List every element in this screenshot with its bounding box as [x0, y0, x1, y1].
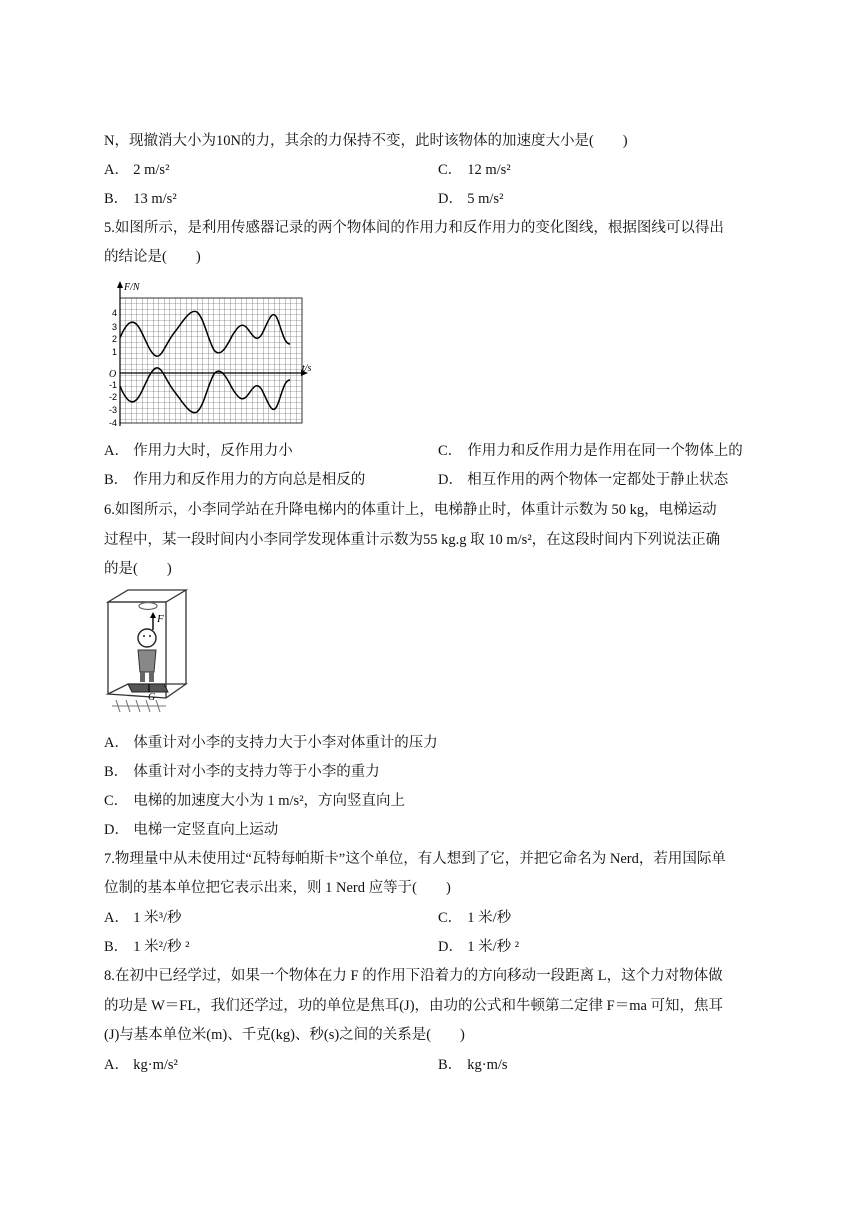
option-text: 5 m/s²: [467, 191, 504, 207]
option-letter: D．: [438, 472, 463, 488]
y-tick: -2: [108, 392, 117, 402]
elevator-figure: [104, 588, 190, 722]
option-text: 1 米³/秒: [133, 910, 182, 926]
option-letter: A．: [104, 910, 129, 926]
y-tick: 3: [111, 322, 117, 332]
q6-option-a[interactable]: [104, 733, 438, 753]
q7-text-line1: 7.物理量中从未使用过“瓦特每帕斯卡”这个单位，有人想到了它，并把它命名为 Nerd，若用国际单: [104, 851, 726, 867]
option-text: 1 米/秒: [467, 910, 512, 926]
q5-option-d[interactable]: [438, 470, 728, 490]
q4-option-d[interactable]: [438, 189, 503, 209]
y-tick: 2: [111, 334, 117, 344]
option-letter: D．: [104, 822, 129, 838]
option-letter: A．: [104, 1057, 129, 1073]
q6-text-line3: 的是( ): [104, 561, 172, 577]
q6-option-d[interactable]: [104, 820, 278, 840]
q5-option-c[interactable]: [438, 441, 743, 461]
option-text: 相互作用的两个物体一定都处于静止状态: [467, 472, 729, 488]
elevator-top: [108, 590, 186, 602]
x-axis-label: t/s: [302, 363, 312, 374]
y-tick: -3: [108, 405, 117, 415]
force-label: F: [157, 613, 164, 625]
option-letter: B．: [104, 939, 129, 955]
option-text: 电梯一定竖直向上运动: [133, 822, 279, 838]
option-text: 体重计对小李的支持力大于小李对体重计的压力: [133, 735, 438, 751]
option-text: 作用力和反作用力的方向总是相反的: [133, 472, 366, 488]
q8-text-line2: 的功是 W＝FL，我们还学过，功的单位是焦耳(J)，由功的公式和牛顿第二定律 F＝ma 可知，焦耳: [104, 998, 724, 1014]
option-letter: C．: [438, 162, 463, 178]
option-text: 1 米²/秒 ²: [133, 939, 190, 955]
f-axis-arrow-icon: [117, 281, 123, 288]
q7-option-d[interactable]: [438, 937, 519, 957]
option-text: 作用力大时，反作用力小: [133, 443, 293, 459]
q6-option-b[interactable]: [104, 762, 380, 782]
q6-text-line1: 6.如图所示，小李同学站在升降电梯内的体重计上，电梯静止时，体重计示数为 50 kg，电梯运动: [104, 502, 717, 518]
option-letter: D．: [438, 191, 463, 207]
q5-text-line2: 的结论是( ): [104, 249, 201, 265]
option-text: kg·m/s²: [133, 1057, 178, 1073]
option-letter: D．: [438, 939, 463, 955]
option-text: 12 m/s²: [467, 162, 511, 178]
q5-option-b[interactable]: [104, 470, 365, 490]
option-letter: A．: [104, 735, 129, 751]
graph-grid: [120, 298, 302, 423]
up-arrow-icon: [150, 612, 156, 618]
option-letter: C．: [438, 443, 463, 459]
y-tick: 4: [111, 308, 117, 318]
q8-text-line3: (J)与基本单位米(m)、千克(kg)、秒(s)之间的关系是( ): [104, 1027, 465, 1043]
option-letter: B．: [438, 1057, 463, 1073]
option-text: 13 m/s²: [133, 191, 177, 207]
option-text: 作用力和反作用力是作用在同一个物体上的: [467, 443, 743, 459]
y-tick: 1: [111, 347, 117, 357]
q8-text-line1: 8.在初中已经学过，如果一个物体在力 F 的作用下沿着力的方向移动一段距离 L，这个力对物体做: [104, 968, 723, 984]
origin-label: O: [109, 369, 117, 380]
q4-text: N，现撤消大小为10N的力，其余的力保持不变，此时该物体的加速度大小是( ): [104, 133, 628, 149]
option-text: 电梯的加速度大小为 1 m/s²，方向竖直向上: [133, 793, 406, 809]
q6-text-line2: 过程中，某一段时间内小李同学发现体重计示数为55 kg.g 取 10 m/s²，在这段时间内下列说法正确: [104, 532, 721, 548]
option-letter: B．: [104, 472, 129, 488]
option-text: 体重计对小李的支持力等于小李的重力: [133, 764, 380, 780]
q7-option-b[interactable]: [104, 937, 189, 957]
person-head: [138, 629, 156, 647]
ceiling-light-icon: [139, 603, 157, 610]
q5-text-line1: 5.如图所示，是利用传感器记录的两个物体间的作用力和反作用力的变化图线，根据图线可以得出: [104, 220, 724, 236]
option-letter: C．: [438, 910, 463, 926]
q7-option-c[interactable]: [438, 908, 511, 928]
option-letter: A．: [104, 443, 129, 459]
person-body: [138, 650, 156, 672]
y-tick: -4: [108, 418, 117, 428]
option-letter: C．: [104, 793, 129, 809]
q5-option-a[interactable]: [104, 441, 293, 461]
q8-option-a[interactable]: [104, 1055, 178, 1075]
option-text: 2 m/s²: [133, 162, 170, 178]
q7-text-line2: 位制的基本单位把它表示出来，则 1 Nerd 应等于( ): [104, 880, 451, 896]
option-letter: B．: [104, 764, 129, 780]
option-text: 1 米/秒 ²: [467, 939, 520, 955]
q4-option-a[interactable]: [104, 160, 169, 180]
option-text: kg·m/s: [467, 1057, 508, 1073]
y-tick: -1: [108, 380, 117, 390]
option-letter: B．: [104, 191, 129, 207]
q4-option-c[interactable]: [438, 160, 511, 180]
weighing-scale: [128, 684, 168, 692]
q4-option-b[interactable]: [104, 189, 177, 209]
q6-option-c[interactable]: [104, 791, 405, 811]
gravity-label: G: [148, 692, 156, 703]
force-graph-figure: [104, 278, 324, 430]
y-axis-label: F/N: [124, 282, 140, 293]
q7-option-a[interactable]: [104, 908, 182, 928]
option-letter: A．: [104, 162, 129, 178]
q8-option-b[interactable]: [438, 1055, 508, 1075]
